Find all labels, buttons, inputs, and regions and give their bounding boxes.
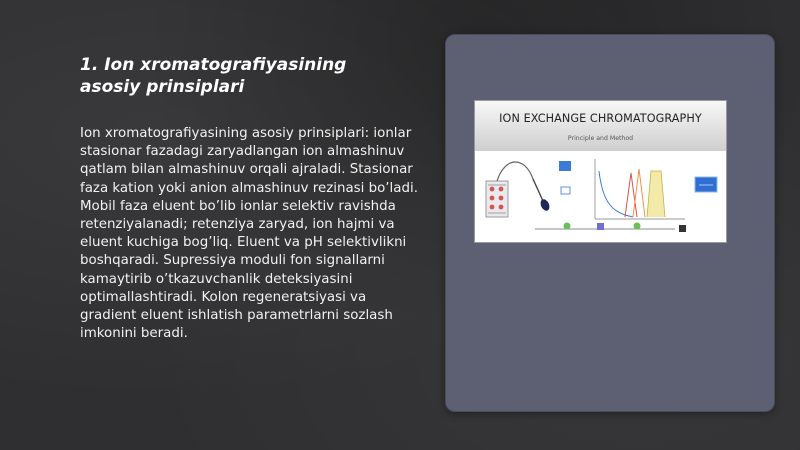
slide-title: 1. Ion xromatografiyasining asosiy prinsiplari (80, 55, 347, 97)
figure-subtitle: Principle and Method (567, 135, 634, 142)
figure-header (475, 101, 726, 151)
slide-body-text: Ion xromatografiyasining asosiy prinsiplari: ionlar stasionar fazadagi zaryadlangan ion almashinuv qatlam bilan almashinuv orqali ajraladi. Stasionar faza kation yoki anion almashinuv rezinasi bo’ladi. Mobil faza eluent bo’lib ionlar selektiv ravishda retenziyalanadi; retenziya zaryad, ion hajmi va eluent kuchiga bog’liq. Eluent va pH selektivlikni boshqaradi. Supressiya moduli fon signallarni kamaytirib o’tkazuvchanlik deteksiyasini optimallashtiradi. Kolon regeneratsiyasi va gradient eluent ishlatish parametrlarni sozlash imkonini beradi. (80, 126, 418, 342)
column-illustration (486, 181, 508, 217)
probe-illustration (533, 179, 551, 212)
figure-title: ION EXCHANGE CHROMATOGRAPHY (499, 112, 702, 125)
ion-exchange-figure (474, 100, 727, 243)
timeline-illustration (535, 223, 686, 233)
tubing-illustration (497, 162, 533, 181)
signal-box-icon (561, 187, 570, 194)
detector-box-icon (559, 161, 571, 171)
figure-illustration (475, 151, 726, 242)
chromatogram-illustration (595, 159, 685, 219)
monitor-icon (695, 177, 717, 192)
